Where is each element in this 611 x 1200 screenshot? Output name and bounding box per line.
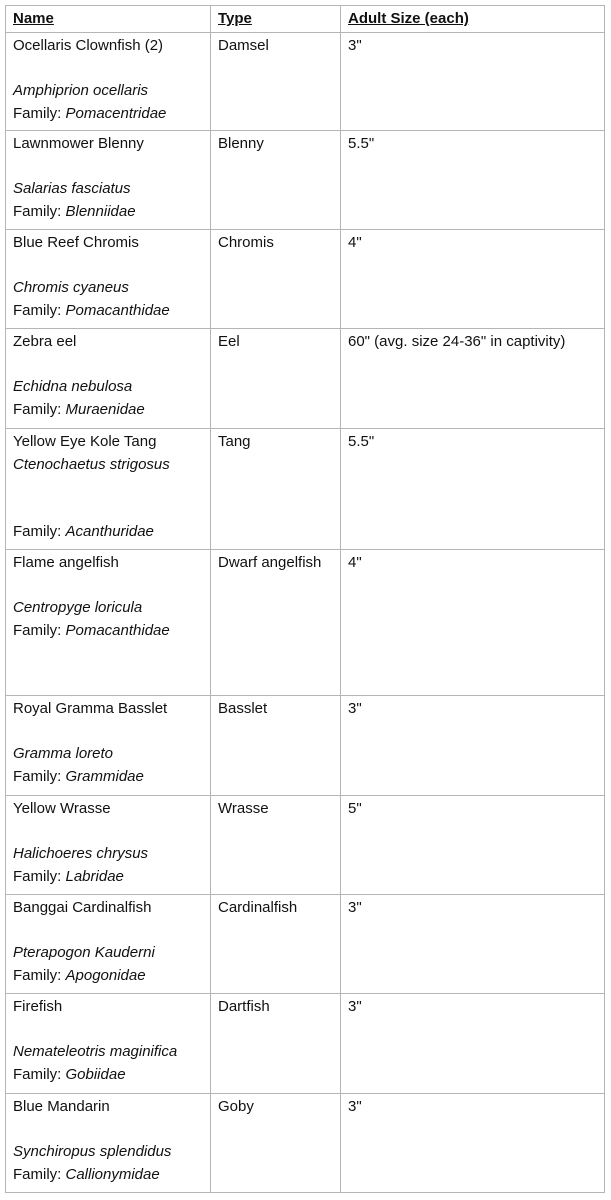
scientific-name: Chromis cyaneus — [13, 279, 129, 296]
size-cell: 3" — [341, 696, 605, 796]
table-row — [6, 131, 605, 230]
family-name: Pomacanthidae — [65, 301, 170, 319]
family-prefix: Family: — [13, 966, 66, 984]
common-name: Royal Gramma Basslet — [13, 700, 168, 717]
size-cell: 60" (avg. size 24-36" in captivity) — [341, 329, 605, 429]
scientific-name: Nemateleotris maginifica — [13, 1043, 178, 1060]
scientific-name: Ctenochaetus strigosus — [13, 455, 170, 473]
table-row — [6, 329, 605, 429]
blank-line — [13, 354, 203, 377]
family-name: Callionymidae — [65, 1165, 160, 1183]
family-line — [13, 1164, 203, 1187]
type-cell: Wrasse — [211, 796, 341, 895]
common-name: Zebra eel — [13, 333, 77, 350]
blank-line — [13, 476, 203, 499]
type-cell: Dartfish — [211, 994, 341, 1094]
type-cell: Eel — [211, 329, 341, 429]
family-line — [13, 866, 203, 889]
family-prefix: Family: — [13, 1165, 66, 1183]
family-name: Muraenidae — [65, 400, 145, 418]
name-cell — [6, 33, 211, 131]
type-cell: Dwarf angelfish — [211, 550, 341, 696]
type-cell: Blenny — [211, 131, 341, 230]
family-prefix: Family: — [13, 867, 66, 885]
size-cell: 5.5" — [341, 429, 605, 550]
blank-line — [13, 721, 203, 744]
family-line — [13, 300, 203, 323]
scientific-name: Echidna nebulosa — [13, 378, 133, 395]
size-cell: 4" — [341, 550, 605, 696]
common-name: Flame angelfish — [13, 554, 119, 571]
table-row — [6, 696, 605, 796]
family-line — [13, 399, 203, 422]
table-row — [6, 895, 605, 994]
header-size: Adult Size (each) — [341, 6, 605, 33]
size-cell: 5.5" — [341, 131, 605, 230]
family-prefix: Family: — [13, 621, 66, 639]
blank-line — [13, 1119, 203, 1142]
name-cell — [6, 329, 211, 429]
family-prefix: Family: — [13, 301, 66, 319]
header-row — [6, 6, 605, 33]
table-body — [6, 33, 605, 1193]
size-cell: 3" — [341, 33, 605, 131]
family-line — [13, 521, 203, 544]
family-name: Pomacentridae — [65, 104, 167, 122]
size-cell: 5" — [341, 796, 605, 895]
size-cell: 3" — [341, 994, 605, 1094]
size-cell: 4" — [341, 230, 605, 329]
type-cell: Chromis — [211, 230, 341, 329]
name-cell — [6, 796, 211, 895]
size-cell: 3" — [341, 1094, 605, 1193]
blank-line — [13, 821, 203, 844]
scientific-name: Halichoeres chrysus — [13, 845, 149, 862]
name-cell — [6, 895, 211, 994]
table-row — [6, 429, 605, 550]
name-cell — [6, 1094, 211, 1193]
type-cell: Damsel — [211, 33, 341, 131]
scientific-name: Centropyge loricula — [13, 599, 143, 616]
common-name: Yellow Wrasse — [13, 800, 111, 817]
scientific-name: Amphiprion ocellaris — [13, 82, 149, 99]
common-name: Ocellaris Clownfish (2) — [13, 37, 164, 54]
family-prefix: Family: — [13, 202, 66, 220]
family-name: Pomacanthidae — [65, 621, 170, 639]
name-cell — [6, 230, 211, 329]
family-prefix: Family: — [13, 400, 66, 418]
family-line — [13, 620, 203, 643]
common-name: Blue Mandarin — [13, 1098, 110, 1115]
header-name: Name — [6, 6, 211, 33]
scientific-name: Synchiropus splendidus — [13, 1143, 172, 1160]
type-cell: Goby — [211, 1094, 341, 1193]
common-name: Blue Reef Chromis — [13, 234, 139, 251]
table-row — [6, 796, 605, 895]
fish-table — [5, 5, 605, 1193]
blank-line — [13, 58, 203, 81]
name-cell — [6, 429, 211, 550]
family-prefix: Family: — [13, 523, 66, 540]
name-cell — [6, 550, 211, 696]
common-name: Firefish — [13, 998, 63, 1015]
blank-line — [13, 575, 203, 598]
family-line — [13, 1064, 203, 1087]
name-cell — [6, 696, 211, 796]
family-line — [13, 766, 203, 789]
blank-line — [13, 920, 203, 943]
table-row — [6, 1094, 605, 1193]
family-prefix: Family: — [13, 1065, 66, 1083]
family-name: Apogonidae — [65, 966, 146, 984]
blank-line — [13, 499, 203, 522]
scientific-name: Salarias fasciatus — [13, 180, 131, 197]
table-row — [6, 33, 605, 131]
type-cell: Tang — [211, 429, 341, 550]
scientific-name: Gramma loreto — [13, 745, 114, 762]
common-name: Lawnmower Blenny — [13, 135, 144, 152]
blank-line — [13, 255, 203, 278]
scientific-name: Pterapogon Kauderni — [13, 944, 155, 961]
table-row — [6, 230, 605, 329]
table-row — [6, 994, 605, 1094]
blank-line — [13, 1019, 203, 1042]
family-name: Acanthuridae — [65, 523, 154, 540]
family-line — [13, 965, 203, 988]
type-cell: Basslet — [211, 696, 341, 796]
family-name: Blenniidae — [65, 202, 136, 220]
name-cell — [6, 131, 211, 230]
family-line — [13, 103, 203, 126]
common-name: Yellow Eye Kole Tang — [13, 433, 157, 450]
table-row — [6, 550, 605, 696]
family-name: Labridae — [65, 867, 124, 885]
header-type: Type — [211, 6, 341, 33]
common-name: Banggai Cardinalfish — [13, 899, 152, 916]
size-cell: 3" — [341, 895, 605, 994]
family-line — [13, 201, 203, 224]
family-name: Gobiidae — [65, 1065, 126, 1083]
name-cell — [6, 994, 211, 1094]
family-prefix: Family: — [13, 104, 66, 122]
type-cell: Cardinalfish — [211, 895, 341, 994]
family-name: Grammidae — [65, 767, 144, 785]
family-prefix: Family: — [13, 767, 66, 785]
blank-line — [13, 156, 203, 179]
